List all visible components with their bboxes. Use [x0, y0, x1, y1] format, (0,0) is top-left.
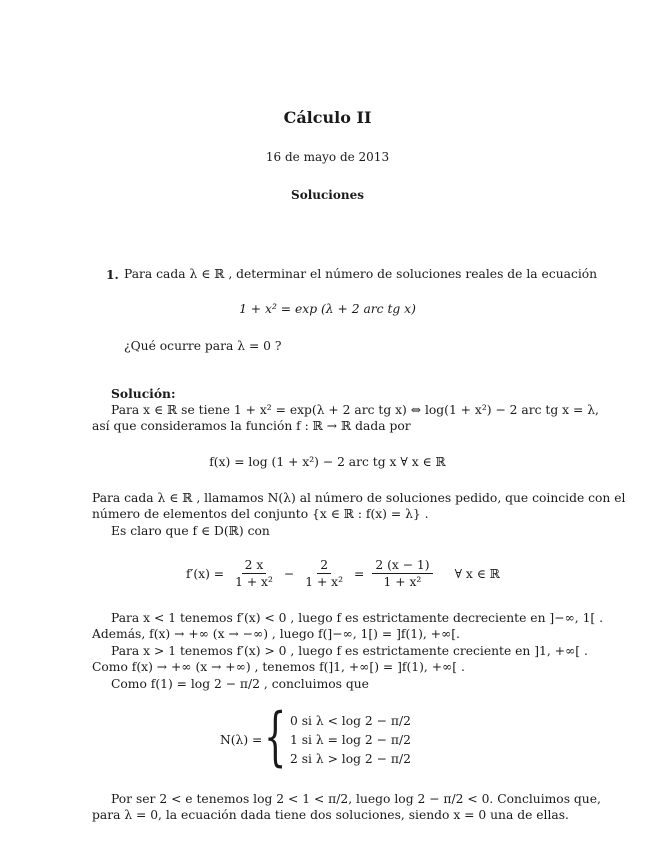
minus-sign: − — [283, 566, 295, 581]
problem-question: ¿Qué ocurre para λ = 0 ? — [124, 339, 282, 353]
page-title: Cálculo II — [283, 108, 372, 127]
fraction-2-den: 1 + x² — [305, 575, 344, 589]
fraction-2 — [302, 558, 346, 589]
solution-p6: Como f(1) = log 2 − π/2 , concluimos que — [111, 677, 369, 691]
solution-p2-line2: número de elementos del conjunto {x ∈ ℝ : f(x) = λ} . — [92, 507, 429, 521]
fraction-2-num: 2 — [317, 558, 331, 574]
problem-number: 1. — [106, 267, 119, 282]
fraction-1-num: 2 x — [242, 558, 267, 574]
solution-p5-line1: Para x > 1 tenemos f′(x) > 0 , luego f es estrictamente creciente en ]1, +∞[ . — [111, 644, 588, 658]
derivative-lhs: f′(x) = — [186, 566, 225, 581]
fraction-1-den: 1 + x² — [235, 575, 273, 589]
fraction-3 — [372, 558, 432, 589]
problem-equation: 1 + x² = exp (λ + 2 arc tg x) — [239, 302, 416, 316]
solution-p3: Es claro que f ∈ D(ℝ) con — [111, 524, 270, 538]
solution-p4-line1: Para x < 1 tenemos f′(x) < 0 , luego f es estrictamente decreciente en ]−∞, 1[ . — [111, 611, 604, 625]
fraction-1 — [232, 558, 276, 589]
derivative-equation — [186, 558, 500, 589]
cases-lhs: N(λ) = — [220, 733, 263, 747]
solution-p1-line2: así que consideramos la función f : ℝ → ℝ dada por — [92, 419, 411, 433]
forall-clause: ∀ x ∈ ℝ — [454, 566, 500, 581]
problem-statement: Para cada λ ∈ ℝ , determinar el número de soluciones reales de la ecuación — [124, 267, 598, 281]
solution-p7-line1: Por ser 2 < e tenemos log 2 < 1 < π/2, luego log 2 − π/2 < 0. Concluimos que, — [111, 792, 601, 806]
left-brace: { — [264, 700, 287, 774]
case-row: 0 si λ < log 2 − π/2 — [290, 714, 411, 728]
solution-p1-line1: Para x ∈ ℝ se tiene 1 + x² = exp(λ + 2 arc tg x) ⇔ log(1 + x²) − 2 arc tg x = λ, — [111, 403, 599, 417]
date: 16 de mayo de 2013 — [265, 150, 390, 164]
case-row: 2 si λ > log 2 − π/2 — [290, 752, 411, 766]
fraction-3-num: 2 (x − 1) — [372, 558, 432, 574]
solution-heading: Solución: — [111, 386, 176, 401]
subtitle: Soluciones — [291, 188, 364, 202]
solution-p4-line2: Además, f(x) → +∞ (x → −∞) , luego f(]−∞, 1[) = ]f(1), +∞[. — [92, 627, 460, 641]
solution-p5-line2: Como f(x) → +∞ (x → +∞) , tenemos f(]1, +∞[) = ]f(1), +∞[ . — [92, 660, 465, 674]
solution-p7-line2: para λ = 0, la ecuación dada tiene dos soluciones, siendo x = 0 una de ellas. — [92, 808, 569, 822]
equals-sign: = — [354, 566, 365, 581]
solution-p2-line1: Para cada λ ∈ ℝ , llamamos N(λ) al número de soluciones pedido, que coincide con el — [92, 491, 626, 505]
fraction-3-den: 1 + x² — [383, 575, 422, 589]
function-definition: f(x) = log (1 + x²) − 2 arc tg x ∀ x ∈ ℝ — [209, 455, 446, 469]
case-row: 1 si λ = log 2 − π/2 — [290, 733, 411, 747]
